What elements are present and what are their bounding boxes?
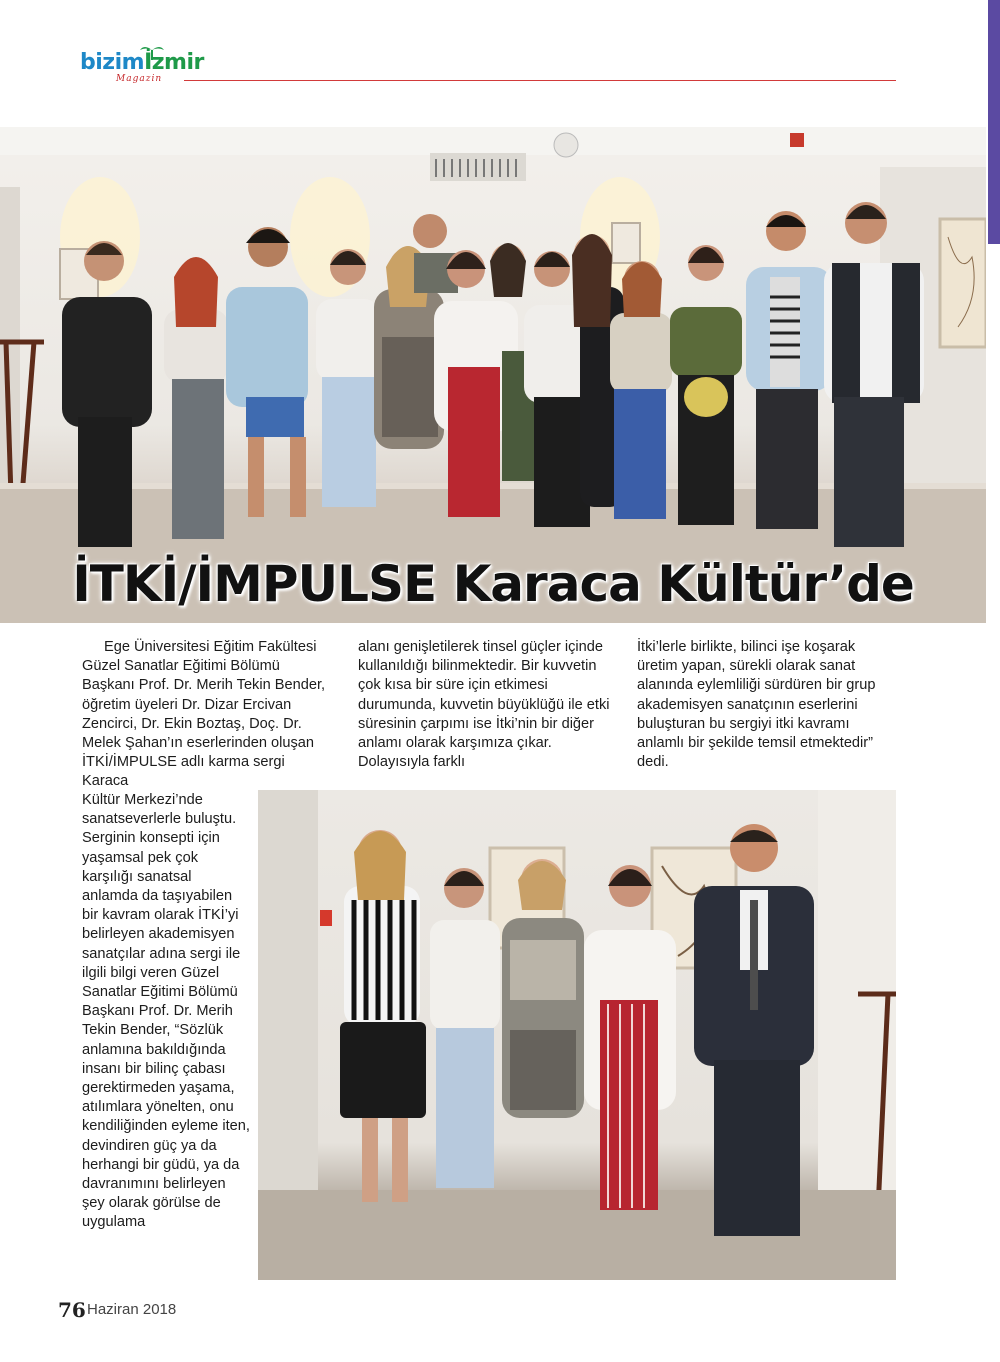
article-title: İTKİ/İMPULSE Karaca Kültür’de: [72, 555, 914, 613]
article-column-1-bottom: Kültür Merkezi’nde sanatseverlerle buluştu. Serginin konsepti için yaşamsal pek çok karşılığı sanatsal anlamda da taşıyabilen bir kavram olarak İTKİ’yi belirleyen akademisyen sanatçılar adına sergi ile ilgili bilgi veren Güzel Sanatlar Eğitimi Bölümü Başkanı Prof. Dr. Merih Tekin Bender, “Sözlük anlamına bakıldığında insanı bir bilinç çabası gerektirmeden yaşama, atılımlara yönelten, onu kendiliğinden eyleme iten, devindiren güç ya da herhangi bir güdü, ya da davranımını belirleyen şey olarak görülse de uygulama: [82, 792, 250, 1231]
logo-word-1: bizim: [80, 50, 145, 75]
header-rule: [184, 80, 896, 81]
logo-subtitle: Magazin: [116, 74, 163, 84]
people-group: [62, 202, 924, 547]
magazine-logo: [80, 50, 220, 90]
secondary-photo: [258, 790, 896, 1280]
article-column-2: alanı genişletilerek tinsel güçler içinde kullanıldığı bilinmektedir. Bir kuvvetin çok kısa bir süre için etkimesi durumunda, kuvvetin büyüklüğü ile etki süresinin çarpımı ise İtki’nin bir diğer anlamı olarak karşımıza çıkar. Dolayısıyla farklı: [358, 639, 610, 771]
page-number: 76: [58, 1298, 86, 1322]
hero-photo: [0, 127, 986, 623]
palm-tree-icon: [140, 44, 164, 60]
article-column-3: İtki’lerle birlikte, bilinci işe koşarak üretim yapan, sürekli olarak sanat alanında eylemliliği sürdüren bir grup akademisyen sanatçının eserlerini buluşturan bu sergiyi itki kavramı anlamlı bir şekilde temsil etmektedir” dedi.: [637, 639, 876, 771]
issue-date: Haziran 2018: [87, 1301, 177, 1318]
five-people-photo-illustration: [258, 790, 896, 1280]
page-edge-accent: [988, 0, 1000, 244]
group-photo-illustration: [0, 127, 986, 623]
logo-word-2: İzmir: [144, 50, 204, 75]
article-column-1-top: Ege Üniversitesi Eğitim Fakültesi Güzel Sanatlar Eğitimi Bölümü Başkanı Prof. Dr. Merih Tekin Bender, öğretim üyeleri Dr. Dizar Ercivan Zencirci, Dr. Ekin Boztaş, Doç. Dr. Melek Şahan’ın eserlerinden oluşan İTKİ/İMPULSE adlı karma sergi Karaca: [82, 639, 326, 790]
